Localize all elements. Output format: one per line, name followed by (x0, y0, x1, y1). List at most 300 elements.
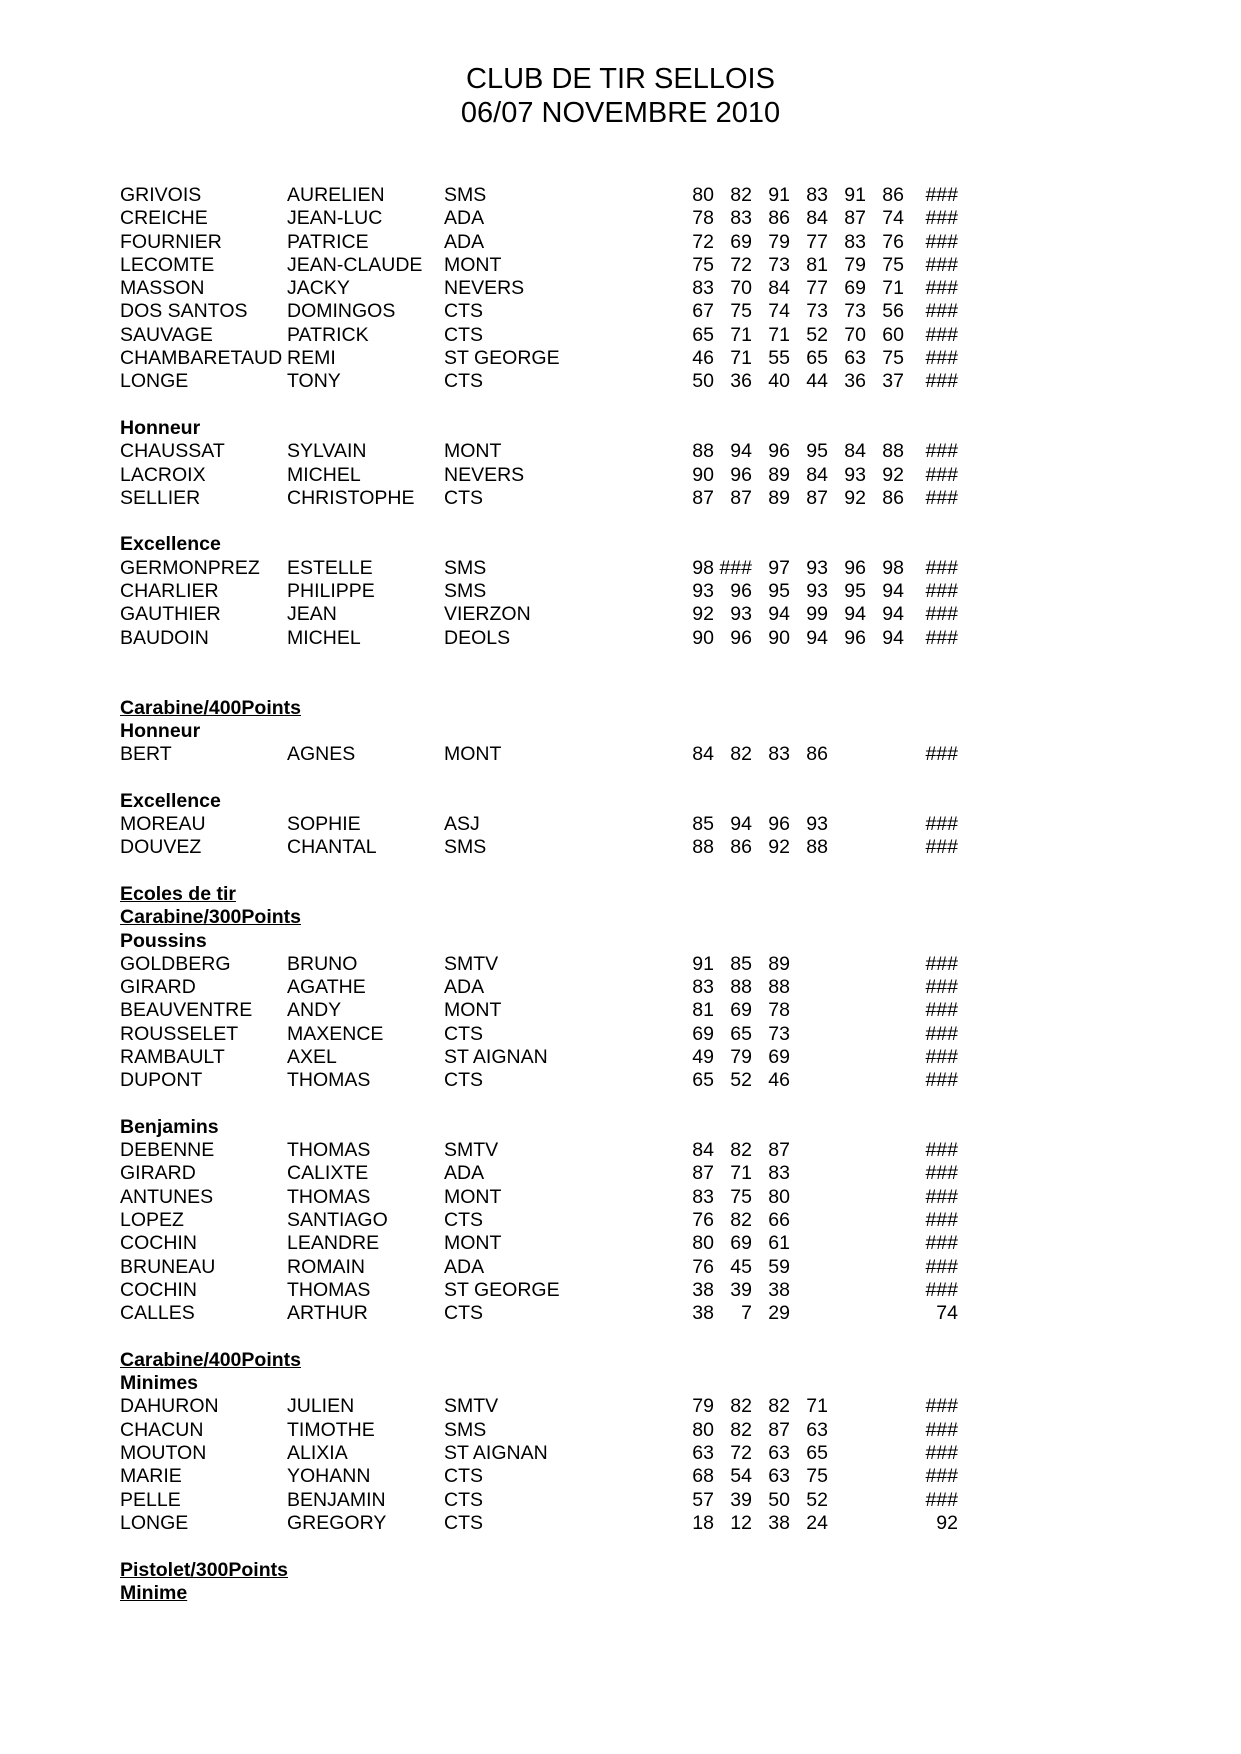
score-cell: 89 (768, 463, 790, 486)
shooter-lastname: CHAUSSAT (120, 440, 225, 463)
score-cell: 82 (730, 1209, 752, 1232)
score-cell (866, 1395, 904, 1418)
score-cell: 69 (730, 1232, 752, 1255)
score-cell: 75 (692, 253, 714, 276)
shooter-club: NEVERS (444, 277, 525, 300)
shooter-firstname: JEAN-CLAUDE (287, 253, 423, 276)
shooter-lastname: RAMBAULT (120, 1045, 225, 1068)
table-row (120, 440, 958, 463)
total-cell: ### (925, 556, 958, 579)
score-cell: 80 (692, 1418, 714, 1441)
spacer-row (120, 1535, 958, 1558)
score-cell: 76 (692, 1255, 714, 1278)
score-cell (828, 1512, 866, 1535)
score-cell (790, 1302, 828, 1325)
shooter-firstname: JACKY (287, 277, 350, 300)
score-cell: 80 (692, 1232, 714, 1255)
shooter-lastname: PELLE (120, 1488, 181, 1511)
table-row (120, 813, 958, 836)
score-cell: 75 (806, 1465, 828, 1488)
score-cell: 65 (806, 347, 828, 370)
section-heading-row (120, 417, 958, 440)
empty-cell (676, 1582, 714, 1605)
empty-cell (790, 720, 828, 743)
score-cell: 81 (692, 999, 714, 1022)
score-cell: 71 (806, 1395, 828, 1418)
empty-cell (752, 790, 790, 813)
score-cell: 86 (768, 207, 790, 230)
score-cell (828, 953, 866, 976)
shooter-firstname: PATRICE (287, 230, 369, 253)
total-cell: ### (925, 580, 958, 603)
score-cell: 88 (692, 836, 714, 859)
shooter-club: ST AIGNAN (444, 1045, 548, 1068)
score-cell (828, 1023, 866, 1046)
shooter-lastname: FOURNIER (120, 230, 222, 253)
score-cell: 52 (806, 1488, 828, 1511)
score-cell: 84 (692, 743, 714, 766)
empty-cell (828, 1349, 866, 1372)
score-cell: 63 (806, 1418, 828, 1441)
score-cell: 78 (768, 999, 790, 1022)
score-cell: 86 (806, 743, 828, 766)
score-cell (828, 813, 866, 836)
empty-cell (790, 533, 828, 556)
score-cell (866, 999, 904, 1022)
total-cell: ### (925, 184, 958, 206)
table-row (120, 1419, 958, 1442)
section-heading-label: Pistolet/300Points (120, 1558, 288, 1581)
title-line-club: CLUB DE TIR SELLOIS (466, 63, 775, 95)
shooter-firstname: SYLVAIN (287, 440, 367, 463)
shooter-club: CTS (444, 1488, 483, 1511)
table-row (120, 184, 958, 207)
spacer-cell (120, 766, 958, 789)
score-cell (866, 1186, 904, 1209)
empty-cell (904, 697, 958, 720)
score-cell: 36 (844, 370, 866, 393)
total-cell: ### (925, 463, 958, 486)
score-cell: 90 (768, 626, 790, 649)
score-cell: 86 (882, 486, 904, 509)
score-cell: 90 (692, 463, 714, 486)
shooter-lastname: DAHURON (120, 1395, 219, 1418)
table-row (120, 557, 958, 580)
score-cell: 84 (806, 207, 828, 230)
total-cell: 74 (936, 1302, 958, 1325)
shooter-firstname: THOMAS (287, 1185, 371, 1208)
shooter-firstname: ANDY (287, 999, 342, 1022)
score-cell: 94 (806, 626, 828, 649)
score-cell: 94 (730, 440, 752, 463)
score-cell: 97 (768, 556, 790, 579)
empty-cell (790, 790, 828, 813)
score-cell: 73 (768, 253, 790, 276)
score-cell: 44 (806, 370, 828, 393)
shooter-club: CTS (444, 300, 483, 323)
shooter-firstname: JEAN-LUC (287, 207, 383, 230)
empty-cell (866, 720, 904, 743)
score-cell: 63 (692, 1442, 714, 1465)
empty-cell (790, 697, 828, 720)
total-cell: ### (925, 253, 958, 276)
shooter-lastname: BEAUVENTRE (120, 999, 253, 1022)
title-line-date: 06/07 NOVEMBRE 2010 (460, 97, 781, 129)
score-cell: 94 (768, 603, 790, 626)
empty-cell (904, 1349, 958, 1372)
empty-cell (752, 417, 790, 440)
empty-cell (904, 1559, 958, 1582)
score-cell (866, 1209, 904, 1232)
shooter-firstname: MICHEL (287, 463, 361, 486)
score-cell: 92 (768, 836, 790, 859)
shooter-firstname: THOMAS (287, 1278, 371, 1301)
spacer-row (120, 1326, 958, 1349)
score-cell: 54 (730, 1465, 752, 1488)
empty-cell (790, 906, 828, 929)
shooter-club: MONT (444, 743, 502, 766)
score-cell: 63 (768, 1465, 790, 1488)
score-cell: 95 (768, 580, 790, 603)
score-cell: 46 (692, 347, 714, 370)
score-cell (866, 1069, 904, 1092)
section-heading-label: Carabine/400Points (120, 1348, 301, 1371)
score-cell: 84 (844, 440, 866, 463)
spacer-row (120, 766, 958, 789)
total-cell: ### (925, 323, 958, 346)
score-cell (828, 1465, 866, 1488)
table-row (120, 743, 958, 766)
shooter-firstname: SOPHIE (287, 813, 361, 836)
empty-cell (676, 906, 714, 929)
spacer-cell (120, 394, 958, 417)
score-cell: 65 (806, 1442, 828, 1465)
table-row (120, 1256, 958, 1279)
spacer-cell (120, 1535, 958, 1558)
total-cell: ### (925, 347, 958, 370)
score-cell: 67 (692, 300, 714, 323)
score-cell (790, 1209, 828, 1232)
score-cell (790, 1186, 828, 1209)
results-row-group (120, 184, 958, 1605)
score-cell: 92 (844, 486, 866, 509)
score-cell: 96 (730, 580, 752, 603)
total-cell: ### (925, 1209, 958, 1232)
total-cell: ### (925, 1442, 958, 1465)
empty-cell (790, 1349, 828, 1372)
shooter-lastname: BERT (120, 743, 172, 766)
score-cell: 95 (806, 440, 828, 463)
table-row (120, 1186, 958, 1209)
score-cell: 69 (730, 999, 752, 1022)
shooter-club: MONT (444, 1185, 502, 1208)
empty-cell (676, 1372, 714, 1395)
empty-cell (790, 1559, 828, 1582)
score-cell: 56 (882, 300, 904, 323)
section-heading-row (120, 697, 958, 720)
score-cell: 69 (844, 277, 866, 300)
shooter-lastname: CHARLIER (120, 580, 219, 603)
total-cell: ### (925, 813, 958, 836)
empty-cell (866, 533, 904, 556)
score-cell: 88 (882, 440, 904, 463)
score-cell (828, 1069, 866, 1092)
score-cell: 39 (730, 1278, 752, 1301)
total-cell: ### (925, 300, 958, 323)
spacer-row (120, 860, 958, 883)
shooter-lastname: ROUSSELET (120, 1022, 239, 1045)
table-row (120, 1023, 958, 1046)
spacer-cell (120, 860, 958, 883)
score-cell: 73 (768, 1022, 790, 1045)
score-cell: 69 (692, 1022, 714, 1045)
score-cell: 74 (882, 207, 904, 230)
score-cell: 18 (692, 1511, 714, 1534)
empty-cell (828, 790, 866, 813)
empty-cell (790, 417, 828, 440)
section-heading-row (120, 906, 958, 929)
empty-cell (714, 697, 752, 720)
score-cell: 98 (692, 556, 714, 579)
score-cell (790, 953, 828, 976)
shooter-firstname: AXEL (287, 1045, 337, 1068)
empty-cell (714, 1582, 752, 1605)
table-row (120, 324, 958, 347)
section-heading-label: Ecoles de tir (120, 882, 236, 905)
results-body (120, 184, 1141, 1605)
empty-cell (904, 930, 958, 953)
score-cell: 75 (730, 300, 752, 323)
score-cell: 46 (768, 1069, 790, 1092)
empty-cell (904, 790, 958, 813)
shooter-club: SMS (444, 1418, 487, 1441)
score-cell: 99 (806, 603, 828, 626)
shooter-firstname: PHILIPPE (287, 580, 375, 603)
score-cell: 95 (844, 580, 866, 603)
shooter-firstname: CHANTAL (287, 836, 377, 859)
shooter-club: CTS (444, 1209, 483, 1232)
empty-cell (752, 930, 790, 953)
shooter-club: SMTV (444, 1395, 499, 1418)
shooter-firstname: ROMAIN (287, 1255, 365, 1278)
empty-cell (714, 1116, 752, 1139)
score-cell: 49 (692, 1045, 714, 1068)
empty-cell (866, 930, 904, 953)
score-cell: 71 (730, 323, 752, 346)
total-cell: ### (925, 1162, 958, 1185)
table-row (120, 953, 958, 976)
empty-cell (904, 417, 958, 440)
shooter-lastname: CREICHE (120, 207, 208, 230)
table-row (120, 370, 958, 393)
empty-cell (752, 1116, 790, 1139)
score-cell: 83 (806, 184, 828, 206)
total-cell: ### (925, 1465, 958, 1488)
score-cell: 89 (768, 486, 790, 509)
score-cell: 93 (806, 813, 828, 836)
score-cell (828, 1232, 866, 1255)
score-cell: 96 (730, 626, 752, 649)
shooter-club: ADA (444, 1255, 485, 1278)
score-cell: 88 (806, 836, 828, 859)
empty-cell (714, 417, 752, 440)
score-cell: 69 (730, 230, 752, 253)
table-row (120, 254, 958, 277)
score-cell: 91 (692, 952, 714, 975)
section-heading-label: Minimes (120, 1372, 199, 1395)
results-table (120, 184, 958, 1605)
shooter-lastname: MOREAU (120, 813, 206, 836)
empty-cell (714, 720, 752, 743)
score-cell (866, 1023, 904, 1046)
empty-cell (828, 533, 866, 556)
total-cell: ### (925, 277, 958, 300)
section-heading-row (120, 1582, 958, 1605)
empty-cell (676, 417, 714, 440)
score-cell: 88 (768, 976, 790, 999)
score-cell: 71 (882, 277, 904, 300)
shooter-firstname: TONY (287, 370, 341, 393)
spacer-cell (120, 1326, 958, 1349)
score-cell: ### (719, 556, 752, 579)
score-cell (866, 1279, 904, 1302)
score-cell (790, 1023, 828, 1046)
score-cell: 52 (806, 323, 828, 346)
score-cell (828, 1279, 866, 1302)
score-cell: 82 (730, 1418, 752, 1441)
score-cell: 82 (730, 1139, 752, 1162)
score-cell: 84 (806, 463, 828, 486)
shooter-club: SMS (444, 184, 487, 206)
shooter-lastname: DEBENNE (120, 1139, 215, 1162)
score-cell: 94 (882, 580, 904, 603)
score-cell (866, 743, 904, 766)
empty-cell (714, 1349, 752, 1372)
empty-cell (752, 1349, 790, 1372)
shooter-club: SMTV (444, 1139, 499, 1162)
score-cell: 86 (730, 836, 752, 859)
empty-cell (714, 883, 752, 906)
spacer-row (120, 650, 958, 673)
score-cell (866, 1302, 904, 1325)
total-cell: ### (925, 743, 958, 766)
score-cell: 82 (768, 1395, 790, 1418)
score-cell: 76 (882, 230, 904, 253)
score-cell (866, 1232, 904, 1255)
section-heading-row (120, 930, 958, 953)
shooter-lastname: BAUDOIN (120, 626, 209, 649)
total-cell: ### (925, 230, 958, 253)
shooter-lastname: LACROIX (120, 463, 206, 486)
score-cell: 66 (768, 1209, 790, 1232)
empty-cell (828, 1559, 866, 1582)
empty-cell (714, 1372, 752, 1395)
score-cell: 40 (768, 370, 790, 393)
empty-cell (904, 1582, 958, 1605)
shooter-firstname: THOMAS (287, 1069, 371, 1092)
total-cell: ### (925, 836, 958, 859)
empty-cell (904, 1116, 958, 1139)
score-cell: 74 (768, 300, 790, 323)
score-cell: 94 (844, 603, 866, 626)
section-heading-row (120, 1116, 958, 1139)
table-row (120, 347, 958, 370)
score-cell: 7 (741, 1302, 752, 1325)
total-cell: ### (925, 1022, 958, 1045)
shooter-lastname: LONGE (120, 1511, 189, 1534)
score-cell: 69 (768, 1045, 790, 1068)
total-cell: ### (925, 1255, 958, 1278)
score-cell (828, 1302, 866, 1325)
shooter-firstname: CHRISTOPHE (287, 486, 415, 509)
score-cell: 70 (844, 323, 866, 346)
score-cell: 79 (844, 253, 866, 276)
score-cell (828, 999, 866, 1022)
spacer-cell (120, 673, 958, 696)
shooter-firstname: AURELIEN (287, 184, 385, 206)
score-cell: 72 (730, 1442, 752, 1465)
score-cell (828, 1489, 866, 1512)
score-cell: 61 (768, 1232, 790, 1255)
table-row (120, 464, 958, 487)
shooter-lastname: MOUTON (120, 1442, 207, 1465)
total-cell: ### (925, 370, 958, 393)
empty-cell (752, 883, 790, 906)
shooter-club: VIERZON (444, 603, 531, 626)
total-cell: ### (925, 207, 958, 230)
score-cell: 84 (692, 1139, 714, 1162)
score-cell: 71 (730, 1162, 752, 1185)
section-heading-row (120, 533, 958, 556)
section-heading-label: Excellence (120, 789, 221, 812)
score-cell (866, 836, 904, 859)
empty-cell (676, 930, 714, 953)
total-cell: ### (925, 626, 958, 649)
score-cell: 79 (730, 1045, 752, 1068)
score-cell: 38 (768, 1511, 790, 1534)
shooter-firstname: ALIXIA (287, 1442, 348, 1465)
score-cell: 38 (692, 1302, 714, 1325)
score-cell: 96 (768, 440, 790, 463)
score-cell (828, 836, 866, 859)
score-cell: 36 (730, 370, 752, 393)
score-cell: 70 (730, 277, 752, 300)
shooter-club: SMS (444, 580, 487, 603)
shooter-club: DEOLS (444, 626, 511, 649)
score-cell (866, 1465, 904, 1488)
section-heading-label: Honneur (120, 719, 201, 742)
score-cell: 75 (730, 1185, 752, 1208)
shooter-lastname: DOS SANTOS (120, 300, 248, 323)
score-cell: 83 (768, 743, 790, 766)
empty-cell (676, 1559, 714, 1582)
score-cell (790, 976, 828, 999)
score-cell: 83 (692, 1185, 714, 1208)
empty-cell (714, 790, 752, 813)
shooter-firstname: BENJAMIN (287, 1488, 386, 1511)
score-cell: 57 (692, 1488, 714, 1511)
score-cell: 73 (806, 300, 828, 323)
section-heading-label: Carabine/400Points (120, 696, 301, 719)
shooter-firstname: ESTELLE (287, 556, 373, 579)
table-row (120, 1139, 958, 1162)
total-cell: ### (925, 1045, 958, 1068)
score-cell: 96 (844, 626, 866, 649)
score-cell: 72 (730, 253, 752, 276)
shooter-firstname: BRUNO (287, 952, 358, 975)
empty-cell (752, 1372, 790, 1395)
total-cell: ### (925, 976, 958, 999)
